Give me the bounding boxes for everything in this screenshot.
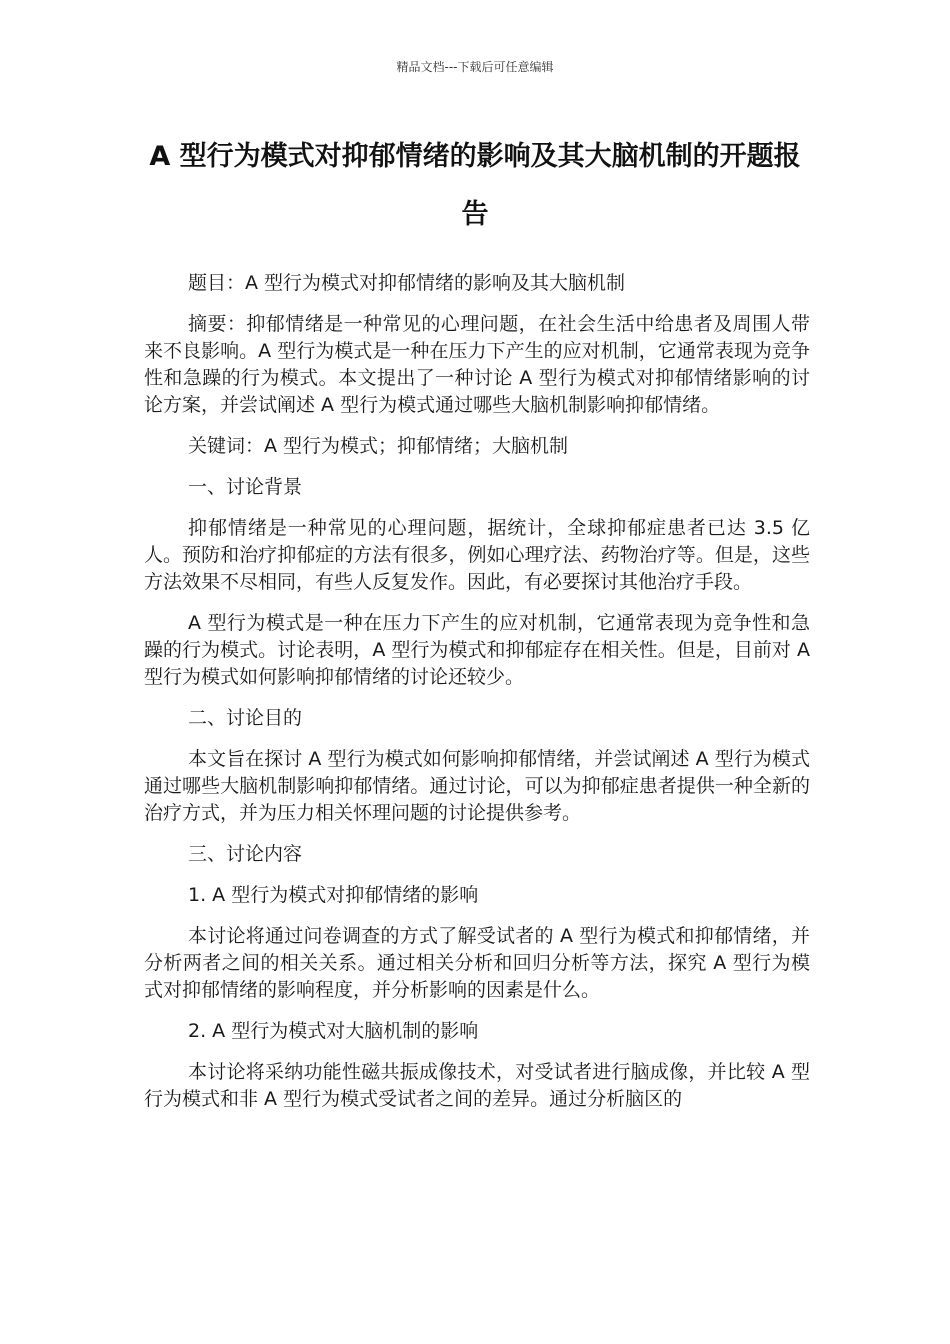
subsection-heading-1: 1. A 型行为模式对抑郁情绪的影响 (188, 884, 479, 906)
body-paragraph: 本讨论将采纳功能性磁共振成像技术，对受试者进行脑成像，并比较 A 型行为模式和非 A 型行为模式受试者之间的差异。通过分析脑区的 (144, 1061, 810, 1110)
body-paragraph: 本文旨在探讨 A 型行为模式如何影响抑郁情绪，并尝试阐述 A 型行为模式通过哪些大脑机制影响抑郁情绪。通过讨论，可以为抑郁症患者提供一种全新的治疗方式，并为压力相关怀理问题的讨论提供参考。 (144, 748, 810, 824)
body-paragraph: 本讨论将通过问卷调查的方式了解受试者的 A 型行为模式和抑郁情绪，并分析两者之间的相关关系。通过相关分析和回归分析等方法，探究 A 型行为模式对抑郁情绪的影响程度，并分析影响的因素是什么。 (144, 925, 810, 1001)
document-title: A 型行为模式对抑郁情绪的影响及其大脑机制的开题报告 (149, 141, 801, 230)
section-heading-background: 一、讨论背景 (188, 476, 303, 498)
topic-line: 题目：A 型行为模式对抑郁情绪的影响及其大脑机制 (188, 272, 626, 294)
document-body (144, 270, 810, 1127)
body-paragraph: 抑郁情绪是一种常见的心理问题，据统计，全球抑郁症患者已达 3.5 亿人。预防和治疗抑郁症的方法有很多，例如心理疗法、药物治疗等。但是，这些方法效果不尽相同，有些人反复发作。因此，有必要探讨其他治疗手段。 (144, 517, 810, 593)
section-heading-content: 三、讨论内容 (188, 843, 303, 865)
body-paragraph: A 型行为模式是一种在压力下产生的应对机制，它通常表现为竞争性和急躁的行为模式。讨论表明，A 型行为模式和抑郁症存在相关性。但是，目前对 A 型行为模式如何影响抑郁情绪的讨论还较少。 (144, 612, 810, 688)
abstract-paragraph: 摘要：抑郁情绪是一种常见的心理问题，在社会生活中给患者及周围人带来不良影响。A 型行为模式是一种在压力下产生的应对机制，它通常表现为竞争性和急躁的行为模式。本文提出了一种讨论 A 型行为模式对抑郁情绪影响的讨论方案，并尝试阐述 A 型行为模式通过哪些大脑机制影响抑郁情绪。 (144, 313, 810, 416)
keywords-line: 关键词：A 型行为模式；抑郁情绪；大脑机制 (188, 435, 569, 457)
subsection-heading-2: 2. A 型行为模式对大脑机制的影响 (188, 1020, 479, 1042)
section-heading-purpose: 二、讨论目的 (188, 707, 303, 729)
header-note: 精品文档---下载后可任意编辑 (396, 60, 554, 74)
